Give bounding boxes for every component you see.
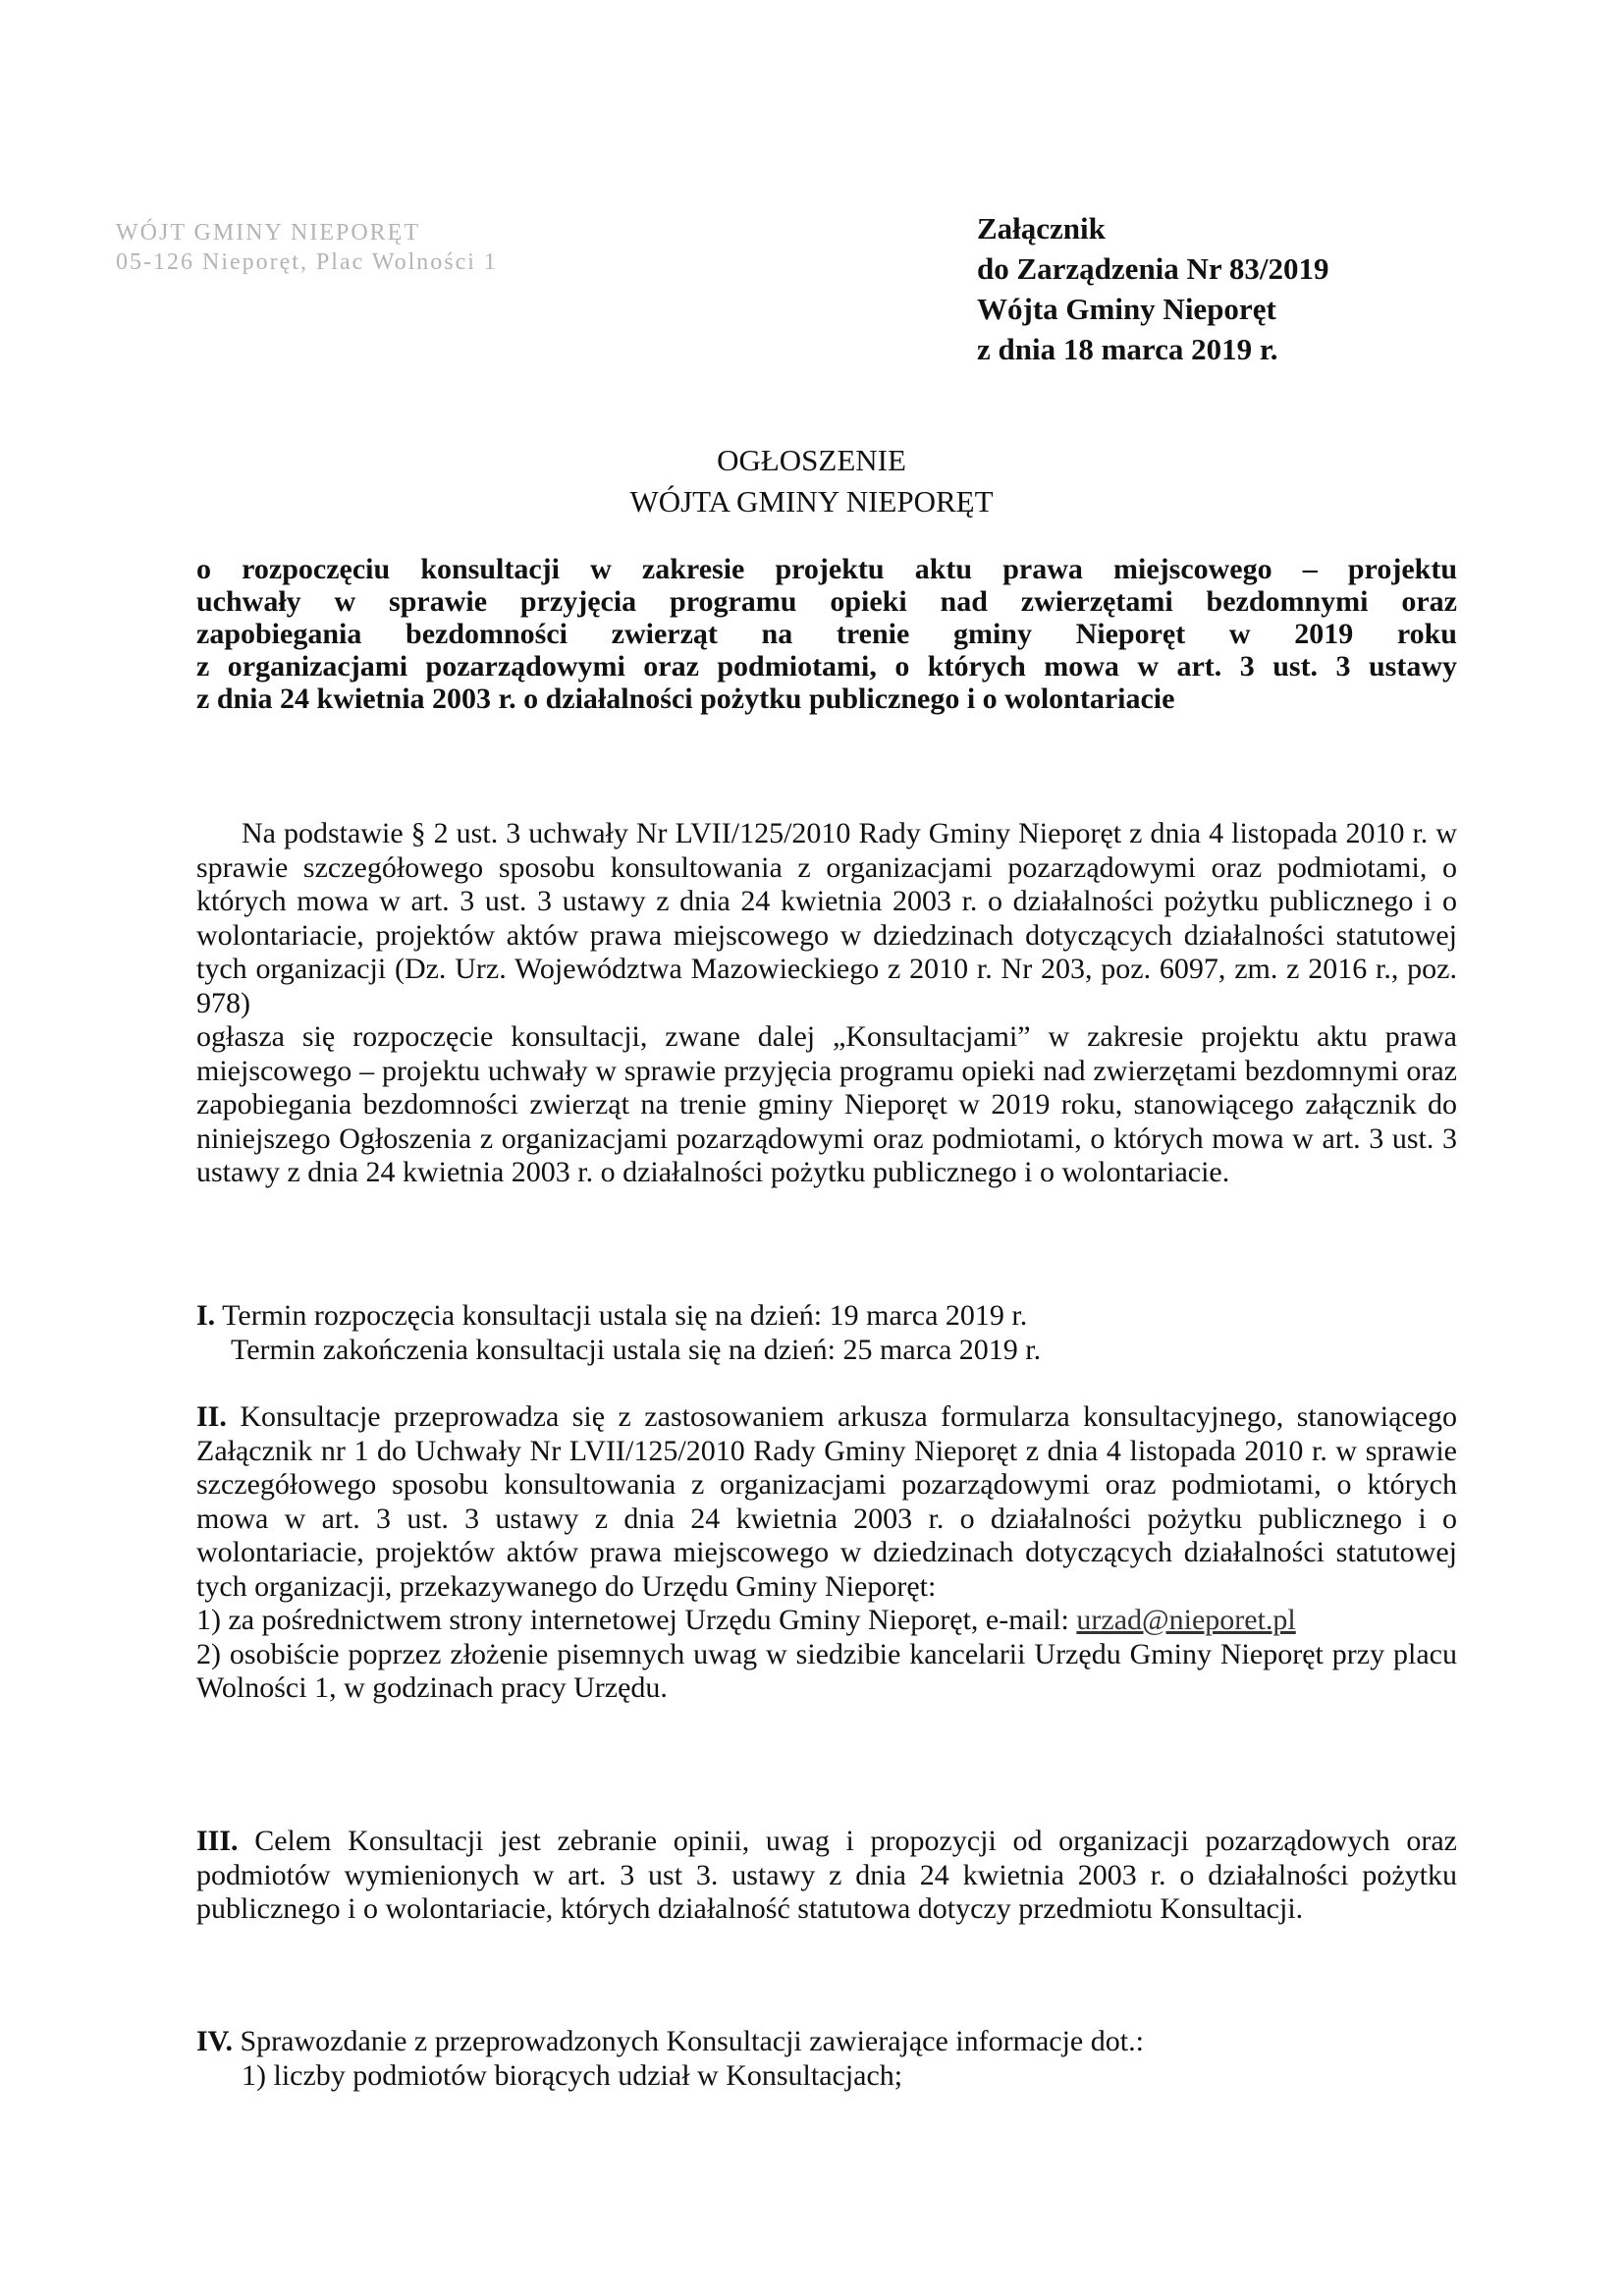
- office-stamp: [116, 218, 498, 277]
- section-2-number: II.: [196, 1400, 227, 1433]
- attachment-label: Załącznik: [977, 211, 1106, 246]
- section-2: [196, 1400, 1457, 1706]
- subject-line: uchwały w sprawie przyjęcia programu opieki nad zwierzętami bezdomnymi oraz: [196, 585, 1457, 618]
- section-1-number: I.: [196, 1299, 216, 1332]
- section-1: [196, 1299, 1457, 1367]
- subject-line: z organizacjami pozarządowymi oraz podmiotami, o których mowa w art. 3 ust. 3 ustawy: [196, 650, 1457, 683]
- attachment-issuer: Wójta Gminy Nieporęt: [977, 292, 1276, 326]
- intro-block: [196, 817, 1457, 1190]
- section-3: [196, 1825, 1457, 1927]
- announcement-paragraph: ogłasza się rozpoczęcie konsultacji, zwane dalej „Konsultacjami” w zakresie projektu aktu prawa miejscowego – projektu uchwały w sprawie przyjęcia programu opieki nad zwierzętami bezdomnymi oraz zapobiegania bezdomności zwierząt na trenie gminy Nieporęt w 2019 roku, stanowiącego załącznik do niniejszego Ogłoszenia z organizacjami pozarządowymi oraz podmiotami, o których mowa w art. 3 ust. 3 ustawy z dnia 24 kwietnia 2003 r. o działalności pożytku publicznego i o wolontariacie.: [196, 1020, 1457, 1188]
- section-2-text: Konsultacje przeprowadza się z zastosowaniem arkusza formularza konsultacyjnego, stanowiącego Załącznik nr 1 do Uchwały Nr LVII/125/2010 Rady Gminy Nieporęt z dnia 4 listopada 2010 r. w sprawie szczegółowego sposobu konsultowania z organizacjami pozarządowymi oraz podmiotami, o których mowa w art. 3 ust. 3 ustawy z dnia 24 kwietnia 2003 r. o działalności pożytku publicznego i o wolontariacie, projektów aktów prawa miejscowego w dziedzinach dotyczących działalności statutowej tych organizacji, przekazywanego do Urzędu Gminy Nieporęt:: [196, 1400, 1458, 1603]
- attachment-date: z dnia 18 marca 2019 r.: [977, 332, 1278, 366]
- subject-line: z dnia 24 kwietnia 2003 r. o działalności pożytku publicznego i o wolontariacie: [196, 683, 1175, 715]
- subject-line: zapobiegania bezdomności zwierząt na trenie gminy Nieporęt w 2019 roku: [196, 618, 1457, 650]
- consultation-end: Termin zakończenia konsultacji ustala się na dzień: 25 marca 2019 r.: [231, 1333, 1042, 1366]
- subject-block: [196, 553, 1457, 715]
- section-4: [196, 2025, 1457, 2093]
- email-link[interactable]: urzad@nieporet.pl: [1076, 1604, 1296, 1636]
- report-item-1: 1) liczby podmiotów biorących udział w Konsultacjach;: [242, 2058, 903, 2092]
- section-4-number: IV.: [196, 2025, 233, 2057]
- consultation-start: Termin rozpoczęcia konsultacji ustala się na dzień: 19 marca 2019 r.: [222, 1299, 1028, 1332]
- submission-item-2: 2) osobiście poprzez złożenie pisemnych uwag w siedzibie kancelarii Urzędu Gminy Nieporęt przy placu Wolności 1, w godzinach pracy Urzędu.: [196, 1637, 1457, 1704]
- section-3-text: Celem Konsultacji jest zebranie opinii, uwag i propozycji od organizacji pozarządowych oraz podmiotów wymienionych w art. 3 ust 3. ustawy z dnia 24 kwietnia 2003 r. o działalności pożytku publicznego i o wolontariacie, których działalność statutowa dotyczy przedmiotu Konsultacji.: [196, 1825, 1457, 1925]
- title-line-2: WÓJTA GMINY NIEPORĘT: [629, 484, 994, 519]
- attachment-order-ref: do Zarządzenia Nr 83/2019: [977, 251, 1329, 286]
- subject-line: o rozpoczęciu konsultacji w zakresie projektu aktu prawa miejscowego – projektu: [196, 553, 1457, 585]
- submission-item-1: 1) za pośrednictwem strony internetowej Urzędu Gminy Nieporęt, e-mail:: [196, 1604, 1077, 1636]
- section-4-text: Sprawozdanie z przeprowadzonych Konsultacji zawierające informacje dot.:: [240, 2025, 1144, 2057]
- legal-basis-paragraph: Na podstawie § 2 ust. 3 uchwały Nr LVII/125/2010 Rady Gminy Nieporęt z dnia 4 listopada 2010 r. w sprawie szczegółowego sposobu konsultowania z organizacjami pozarządowymi oraz podmiotami, o których mowa w art. 3 ust. 3 ustawy z dnia 24 kwietnia 2003 r. o działalności pożytku publicznego i o wolontariacie, projektów aktów prawa miejscowego w dziedzinach dotyczących działalności statutowej tych organizacji (Dz. Urz. Województwa Mazowieckiego z 2010 r. Nr 203, poz. 6097, zm. z 2016 r., poz. 978): [196, 817, 1457, 1019]
- attachment-header: [977, 208, 1329, 369]
- stamp-line-1: WÓJT GMINY NIEPORĘT: [116, 220, 420, 246]
- stamp-line-2: 05-126 Nieporęt, Plac Wolności 1: [116, 249, 498, 275]
- section-3-number: III.: [196, 1825, 239, 1857]
- document-title: [0, 440, 1623, 522]
- title-line-1: OGŁOSZENIE: [717, 443, 906, 477]
